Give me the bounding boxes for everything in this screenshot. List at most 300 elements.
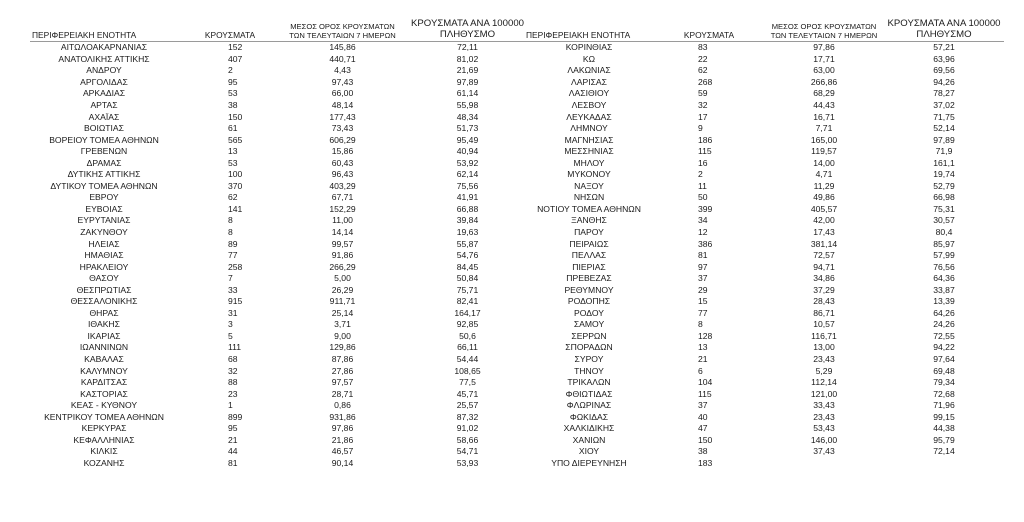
table-row bbox=[30, 319, 530, 331]
region-cell: ΘΑΣΟΥ bbox=[89, 273, 119, 284]
per100k-cell: 72,14 bbox=[933, 446, 955, 457]
cases-cell: 17 bbox=[698, 111, 708, 122]
avg7-cell: 116,71 bbox=[811, 330, 837, 341]
table-row bbox=[524, 388, 1004, 400]
region-cell: ΡΟΔΟΥ bbox=[574, 307, 604, 318]
region-cell: ΜΗΛΟΥ bbox=[573, 157, 605, 168]
cases-cell: 152 bbox=[228, 42, 243, 53]
avg7-cell: 67,71 bbox=[331, 192, 354, 203]
cases-cell: 32 bbox=[698, 100, 708, 110]
region-cell: ΚΕΡΚΥΡΑΣ bbox=[81, 423, 127, 434]
avg7-cell: 73,43 bbox=[331, 123, 354, 134]
table-row bbox=[524, 423, 1004, 435]
region-cell: ΘΕΣΣΑΛΟΝΙΚΗΣ bbox=[70, 296, 138, 307]
table-row bbox=[30, 435, 530, 447]
cases-cell: 22 bbox=[698, 53, 708, 64]
per100k-cell: 30,57 bbox=[933, 215, 955, 226]
avg7-cell: 7,71 bbox=[815, 123, 833, 134]
table-row bbox=[30, 412, 530, 424]
cases-cell: 61 bbox=[228, 123, 238, 134]
avg7-cell: 28,43 bbox=[813, 296, 835, 307]
per100k-cell: 91,02 bbox=[456, 423, 479, 434]
avg7-cell: 17,71 bbox=[813, 53, 835, 64]
table-row bbox=[524, 331, 1004, 343]
region-cell: ΧΙΟΥ bbox=[578, 446, 600, 457]
per100k-cell: 53,93 bbox=[456, 457, 479, 468]
table-row bbox=[30, 181, 530, 193]
cases-cell: 13 bbox=[698, 342, 708, 353]
per100k-cell: 75,31 bbox=[933, 203, 955, 214]
table-row bbox=[30, 354, 530, 366]
per100k-cell: 95,49 bbox=[456, 134, 479, 145]
region-cell: ΓΡΕΒΕΝΩΝ bbox=[80, 146, 128, 157]
table-row bbox=[524, 284, 1004, 296]
avg7-cell: 60,43 bbox=[331, 157, 354, 168]
header-per100k: ΚΡΟΥΣΜΑΤΑ ΑΝΑ 100000 ΠΛΗΘΥΣΜΟ bbox=[411, 18, 524, 40]
table-row bbox=[30, 134, 530, 146]
region-cell: ΑΡΤΑΣ bbox=[90, 100, 118, 110]
region-cell: ΜΕΣΣΗΝΙΑΣ bbox=[564, 146, 614, 157]
per100k-cell: 82,41 bbox=[456, 296, 479, 307]
per100k-cell: 71,96 bbox=[933, 400, 955, 411]
per100k-cell: 63,96 bbox=[933, 53, 955, 64]
table-row bbox=[524, 42, 1004, 54]
per100k-cell: 39,84 bbox=[456, 215, 479, 226]
avg7-cell: 119,57 bbox=[811, 146, 837, 157]
avg7-cell: 21,86 bbox=[331, 434, 354, 445]
avg7-cell: 11,00 bbox=[332, 215, 353, 226]
header-region: ΠΕΡΙΦΕΡΕΙΑΚΗ ΕΝΟΤΗΤΑ bbox=[32, 30, 137, 40]
avg7-cell: 25,14 bbox=[331, 307, 354, 318]
per100k-cell: 41,91 bbox=[456, 192, 479, 203]
region-cell: ΚΑΛΥΜΝΟΥ bbox=[80, 365, 128, 376]
header-region: ΠΕΡΙΦΕΡΕΙΑΚΗ ΕΝΟΤΗΤΑ bbox=[526, 30, 631, 40]
cases-cell: 37 bbox=[698, 400, 708, 411]
region-cell: ΚΙΛΚΙΣ bbox=[90, 446, 118, 457]
cases-table-right bbox=[524, 10, 1004, 469]
table-row bbox=[30, 227, 530, 239]
region-cell: ΧΑΝΙΩΝ bbox=[572, 434, 606, 445]
region-cell: ΛΑΚΩΝΙΑΣ bbox=[567, 65, 611, 76]
region-cell: ΑΙΤΩΛΟΑΚΑΡΝΑΝΙΑΣ bbox=[60, 42, 148, 53]
cases-cell: 115 bbox=[698, 146, 712, 157]
region-cell: ΑΡΓΟΛΙΔΑΣ bbox=[80, 76, 128, 87]
region-cell: ΦΘΙΩΤΙΔΑΣ bbox=[565, 388, 613, 399]
avg7-cell: 11,29 bbox=[813, 180, 835, 191]
per100k-cell: 25,57 bbox=[456, 400, 479, 411]
table-row bbox=[30, 54, 530, 66]
avg7-cell: 4,71 bbox=[815, 169, 833, 180]
region-cell: ΡΟΔΟΠΗΣ bbox=[567, 296, 611, 307]
cases-cell: 50 bbox=[698, 192, 708, 203]
table-row bbox=[30, 77, 530, 89]
cases-cell: 565 bbox=[228, 134, 243, 145]
per100k-cell: 77,5 bbox=[459, 377, 476, 388]
region-cell: ΚΟΖΑΝΗΣ bbox=[83, 457, 125, 468]
cases-cell: 150 bbox=[228, 111, 243, 122]
region-cell: ΒΟΙΩΤΙΑΣ bbox=[84, 123, 124, 134]
avg7-cell: 53,43 bbox=[813, 423, 835, 434]
cases-table-left bbox=[30, 10, 530, 469]
cases-cell: 15 bbox=[698, 296, 708, 307]
table-row bbox=[30, 250, 530, 262]
avg7-cell: 17,43 bbox=[813, 227, 835, 238]
cases-cell: 95 bbox=[228, 76, 238, 87]
per100k-cell: 21,69 bbox=[456, 65, 479, 76]
avg7-cell: 72,57 bbox=[813, 250, 835, 261]
header-per100k: ΚΡΟΥΣΜΑΤΑ ΑΝΑ 100000 ΠΛΗΘΥΣΜΟ bbox=[887, 18, 1001, 40]
region-cell: ΠΙΕΡΙΑΣ bbox=[572, 261, 606, 272]
per100k-cell: 84,45 bbox=[456, 261, 479, 272]
per100k-cell: 37,02 bbox=[933, 100, 955, 110]
region-cell: ΞΑΝΘΗΣ bbox=[571, 215, 607, 226]
avg7-cell: 152,29 bbox=[329, 203, 356, 214]
region-cell: ΠΑΡΟΥ bbox=[574, 227, 604, 238]
cases-cell: 111 bbox=[228, 342, 242, 353]
cases-cell: 29 bbox=[698, 284, 708, 295]
avg7-cell: 44,43 bbox=[813, 100, 835, 110]
region-cell: ΝΟΤΙΟΥ ΤΟΜΕΑ ΑΘΗΝΩΝ bbox=[537, 203, 641, 214]
avg7-cell: 37,29 bbox=[813, 284, 835, 295]
table-row bbox=[30, 100, 530, 112]
cases-cell: 88 bbox=[228, 377, 238, 388]
region-cell: ΙΚΑΡΙΑΣ bbox=[87, 330, 121, 341]
table-row bbox=[30, 238, 530, 250]
per100k-cell: 52,79 bbox=[933, 180, 955, 191]
table-row bbox=[524, 261, 1004, 273]
table-row bbox=[524, 181, 1004, 193]
table-row bbox=[524, 435, 1004, 447]
table-row bbox=[30, 388, 530, 400]
region-cell: ΦΛΩΡΙΝΑΣ bbox=[566, 400, 612, 411]
region-cell: ΚΕΑΣ - ΚΥΘΝΟΥ bbox=[70, 400, 138, 411]
cases-cell: 104 bbox=[698, 377, 713, 388]
cases-cell: 95 bbox=[228, 423, 238, 434]
region-cell: ΣΥΡΟΥ bbox=[574, 354, 604, 365]
cases-cell: 40 bbox=[698, 411, 708, 422]
header-cases: ΚΡΟΥΣΜΑΤΑ bbox=[683, 30, 735, 40]
cases-cell: 370 bbox=[228, 180, 243, 191]
per100k-cell: 66,88 bbox=[456, 203, 479, 214]
cases-cell: 407 bbox=[228, 53, 243, 64]
avg7-cell: 96,43 bbox=[331, 169, 354, 180]
per100k-cell: 71,9 bbox=[935, 146, 953, 157]
per100k-cell: 94,26 bbox=[933, 76, 955, 87]
per100k-cell: 13,39 bbox=[933, 296, 955, 307]
cases-cell: 6 bbox=[698, 365, 703, 376]
per100k-cell: 24,26 bbox=[933, 319, 955, 330]
cases-cell: 21 bbox=[698, 354, 708, 365]
table-row bbox=[30, 458, 530, 470]
avg7-cell: 28,71 bbox=[331, 388, 354, 399]
avg7-cell: 440,71 bbox=[329, 53, 356, 64]
cases-cell: 62 bbox=[228, 192, 238, 203]
cases-cell: 21 bbox=[228, 434, 238, 445]
region-cell: ΗΜΑΘΙΑΣ bbox=[84, 250, 124, 261]
per100k-cell: 69,56 bbox=[933, 65, 955, 76]
per100k-cell: 48,34 bbox=[456, 111, 479, 122]
avg7-cell: 112,14 bbox=[811, 377, 837, 388]
cases-cell: 81 bbox=[228, 457, 238, 468]
region-cell: ΣΑΜΟΥ bbox=[573, 319, 605, 330]
per100k-cell: 45,71 bbox=[456, 388, 479, 399]
cases-cell: 258 bbox=[228, 261, 243, 272]
avg7-cell: 931,86 bbox=[329, 411, 356, 422]
per100k-cell: 52,14 bbox=[933, 123, 955, 134]
cases-cell: 8 bbox=[698, 319, 703, 330]
avg7-cell bbox=[764, 458, 884, 470]
region-cell: ΜΑΓΝΗΣΙΑΣ bbox=[564, 134, 614, 145]
table-row bbox=[30, 284, 530, 296]
table-header-row bbox=[30, 10, 530, 42]
region-cell: ΠΡΕΒΕΖΑΣ bbox=[566, 273, 612, 284]
avg7-cell: 5,29 bbox=[815, 365, 833, 376]
per100k-cell: 99,15 bbox=[933, 411, 955, 422]
avg7-cell: 14,00 bbox=[813, 157, 835, 168]
region-cell: ΛΑΡΙΣΑΣ bbox=[571, 76, 607, 87]
table-row bbox=[30, 65, 530, 77]
avg7-cell: 86,71 bbox=[813, 307, 835, 318]
table-row bbox=[524, 134, 1004, 146]
table-row bbox=[30, 88, 530, 100]
cases-cell: 100 bbox=[228, 169, 243, 180]
table-row bbox=[524, 319, 1004, 331]
table-row bbox=[30, 308, 530, 320]
table-row bbox=[524, 377, 1004, 389]
cases-cell: 915 bbox=[228, 296, 243, 307]
per100k-cell: 78,27 bbox=[933, 88, 955, 99]
avg7-cell: 13,00 bbox=[813, 342, 835, 353]
cases-cell: 16 bbox=[698, 157, 708, 168]
table-row bbox=[30, 111, 530, 123]
region-cell: ΤΡΙΚΑΛΩΝ bbox=[567, 377, 611, 388]
per100k-cell: 62,14 bbox=[456, 169, 479, 180]
region-cell: ΠΕΛΛΑΣ bbox=[571, 250, 607, 261]
avg7-cell: 3,71 bbox=[334, 319, 351, 330]
avg7-cell: 405,57 bbox=[810, 203, 838, 214]
table-header-row bbox=[524, 10, 1004, 42]
per100k-cell: 85,97 bbox=[933, 238, 955, 249]
cases-cell: 97 bbox=[698, 261, 708, 272]
table-row bbox=[524, 342, 1004, 354]
per100k-cell: 97,89 bbox=[933, 134, 955, 145]
table-row bbox=[524, 157, 1004, 169]
cases-cell: 11 bbox=[698, 180, 707, 191]
table-row bbox=[30, 377, 530, 389]
cases-cell: 81 bbox=[698, 250, 708, 261]
table-row bbox=[30, 192, 530, 204]
cases-cell: 13 bbox=[228, 146, 238, 157]
avg7-cell: 10,57 bbox=[813, 319, 835, 330]
per100k-cell: 57,99 bbox=[933, 250, 955, 261]
region-cell: ΣΕΡΡΩΝ bbox=[571, 330, 607, 341]
avg7-cell: 99,57 bbox=[331, 238, 354, 249]
table-row bbox=[524, 458, 1004, 470]
per100k-cell: 71,75 bbox=[933, 111, 955, 122]
avg7-cell: 91,86 bbox=[331, 250, 354, 261]
table-row bbox=[524, 204, 1004, 216]
region-cell: ΝΑΞΟΥ bbox=[574, 180, 604, 191]
avg7-cell: 121,00 bbox=[810, 388, 838, 399]
cases-cell: 141 bbox=[228, 203, 243, 214]
region-cell: ΔΡΑΜΑΣ bbox=[86, 157, 122, 168]
table-row bbox=[30, 215, 530, 227]
table-row bbox=[524, 250, 1004, 262]
cases-cell: 31 bbox=[228, 307, 238, 318]
cases-cell: 38 bbox=[228, 100, 238, 110]
per100k-cell: 97,64 bbox=[933, 354, 955, 365]
per100k-cell: 64,36 bbox=[933, 273, 955, 284]
region-cell: ΦΩΚΙΔΑΣ bbox=[569, 411, 609, 422]
table-row bbox=[30, 400, 530, 412]
cases-cell: 53 bbox=[228, 157, 238, 168]
avg7-cell: 129,86 bbox=[329, 342, 356, 353]
cases-cell: 53 bbox=[228, 88, 238, 99]
avg7-cell: 26,29 bbox=[331, 284, 354, 295]
per100k-cell bbox=[884, 458, 1004, 470]
cases-cell: 1 bbox=[228, 400, 233, 411]
avg7-cell: 49,86 bbox=[813, 192, 835, 203]
region-cell: ΚΩ bbox=[582, 53, 596, 64]
per100k-cell: 72,68 bbox=[933, 388, 955, 399]
per100k-cell: 97,89 bbox=[456, 76, 479, 87]
per100k-cell: 64,26 bbox=[933, 307, 955, 318]
per100k-cell: 50,84 bbox=[456, 273, 479, 284]
header-avg7: ΜΕΣΟΣ ΟΡΟΣ ΚΡΟΥΣΜΑΤΩΝ ΤΩΝ ΤΕΛΕΥΤΑΙΩΝ 7 ΗΜΕΡΩΝ bbox=[770, 22, 878, 40]
per100k-cell: 72,11 bbox=[457, 42, 478, 53]
per100k-cell: 61,14 bbox=[456, 88, 479, 99]
region-cell: ΛΗΜΝΟΥ bbox=[570, 123, 608, 134]
region-cell: ΑΧΑΪΑΣ bbox=[88, 111, 120, 122]
region-cell: ΘΗΡΑΣ bbox=[89, 307, 119, 318]
table-row bbox=[30, 204, 530, 216]
avg7-cell: 23,43 bbox=[813, 411, 835, 422]
table-row bbox=[30, 331, 530, 343]
region-cell: ΒΟΡΕΙΟΥ ΤΟΜΕΑ ΑΘΗΝΩΝ bbox=[49, 134, 159, 145]
per100k-cell: 55,98 bbox=[456, 100, 479, 110]
avg7-cell: 37,43 bbox=[813, 446, 835, 457]
cases-cell: 32 bbox=[228, 365, 238, 376]
avg7-cell: 146,00 bbox=[810, 434, 838, 445]
cases-cell: 38 bbox=[698, 446, 708, 457]
per100k-cell: 19,63 bbox=[456, 227, 479, 238]
table-row bbox=[524, 308, 1004, 320]
table-row bbox=[524, 238, 1004, 250]
per100k-cell: 75,71 bbox=[456, 284, 479, 295]
table-row bbox=[524, 296, 1004, 308]
table-row bbox=[30, 342, 530, 354]
per100k-cell: 72,55 bbox=[933, 330, 955, 341]
cases-cell: 115 bbox=[698, 388, 712, 399]
cases-cell: 59 bbox=[698, 88, 708, 99]
region-cell: ΠΕΙΡΑΙΩΣ bbox=[569, 238, 609, 249]
per100k-cell: 79,34 bbox=[933, 377, 955, 388]
cases-cell: 268 bbox=[698, 76, 713, 87]
table-row bbox=[524, 192, 1004, 204]
avg7-cell: 97,57 bbox=[331, 377, 354, 388]
table-body-left bbox=[30, 42, 530, 470]
per100k-cell: 51,73 bbox=[456, 123, 479, 134]
avg7-cell: 5,00 bbox=[334, 273, 351, 284]
cases-cell: 899 bbox=[228, 411, 243, 422]
region-cell: ΔΥΤΙΚΗΣ ΑΤΤΙΚΗΣ bbox=[67, 169, 141, 180]
avg7-cell: 0,86 bbox=[334, 400, 351, 411]
avg7-cell: 911,71 bbox=[329, 296, 356, 307]
cases-cell: 44 bbox=[228, 446, 238, 457]
avg7-cell: 46,57 bbox=[331, 446, 354, 457]
cases-cell: 399 bbox=[698, 203, 713, 214]
per100k-cell: 55,87 bbox=[456, 238, 479, 249]
table-row bbox=[30, 296, 530, 308]
region-cell: ΑΡΚΑΔΙΑΣ bbox=[82, 88, 126, 99]
avg7-cell: 606,29 bbox=[329, 134, 356, 145]
avg7-cell: 63,00 bbox=[813, 65, 835, 76]
avg7-cell: 403,29 bbox=[329, 180, 356, 191]
table-row bbox=[524, 100, 1004, 112]
avg7-cell: 23,43 bbox=[813, 354, 835, 365]
region-cell: ΕΒΡΟΥ bbox=[89, 192, 119, 203]
cases-cell: 8 bbox=[228, 215, 233, 226]
avg7-cell: 94,71 bbox=[813, 261, 835, 272]
per100k-cell: 87,32 bbox=[456, 411, 479, 422]
per100k-cell: 66,11 bbox=[457, 342, 478, 353]
table-row bbox=[524, 146, 1004, 158]
region-cell: ΕΥΒΟΙΑΣ bbox=[85, 203, 123, 214]
region-cell: ΜΥΚΟΝΟΥ bbox=[567, 169, 611, 180]
avg7-cell: 97,86 bbox=[331, 423, 354, 434]
per100k-cell: 54,71 bbox=[456, 446, 479, 457]
table-row bbox=[524, 412, 1004, 424]
avg7-cell: 68,29 bbox=[813, 88, 835, 99]
region-cell: ΛΕΥΚΑΔΑΣ bbox=[566, 111, 612, 122]
table-row bbox=[524, 65, 1004, 77]
cases-cell: 77 bbox=[698, 307, 708, 318]
region-cell: ΕΥΡΥΤΑΝΙΑΣ bbox=[77, 215, 131, 226]
per100k-cell: 161,1 bbox=[933, 157, 955, 168]
avg7-cell: 4,43 bbox=[334, 65, 351, 76]
avg7-cell: 381,14 bbox=[810, 238, 838, 249]
per100k-cell: 76,56 bbox=[933, 261, 955, 272]
cases-cell: 386 bbox=[698, 238, 713, 249]
cases-cell: 7 bbox=[228, 273, 233, 284]
table-row bbox=[524, 446, 1004, 458]
cases-cell: 183 bbox=[698, 457, 713, 468]
table-row bbox=[524, 169, 1004, 181]
cases-cell: 2 bbox=[228, 65, 233, 76]
table-row bbox=[30, 446, 530, 458]
per100k-cell: 19,74 bbox=[933, 169, 955, 180]
region-cell: ΙΘΑΚΗΣ bbox=[88, 319, 120, 330]
avg7-cell: 48,14 bbox=[331, 100, 354, 110]
cases-cell: 2 bbox=[698, 169, 703, 180]
table-row bbox=[524, 123, 1004, 135]
per100k-cell: 53,92 bbox=[456, 157, 479, 168]
region-cell: ΝΗΣΩΝ bbox=[573, 192, 605, 203]
cases-cell: 89 bbox=[228, 238, 238, 249]
table-row bbox=[524, 273, 1004, 285]
region-cell: ΡΕΘΥΜΝΟΥ bbox=[564, 284, 614, 295]
per100k-cell: 92,85 bbox=[456, 319, 479, 330]
cases-cell: 8 bbox=[228, 227, 233, 238]
avg7-cell: 266,86 bbox=[810, 76, 838, 87]
per100k-cell: 95,79 bbox=[933, 434, 955, 445]
region-cell: ΚΕΝΤΡΙΚΟΥ ΤΟΜΕΑ ΑΘΗΝΩΝ bbox=[44, 411, 164, 422]
cases-cell: 68 bbox=[228, 354, 238, 365]
cases-cell: 9 bbox=[698, 123, 703, 134]
avg7-cell: 97,86 bbox=[813, 42, 835, 53]
per100k-cell: 80,4 bbox=[935, 227, 953, 238]
region-cell: ΗΡΑΚΛΕΙΟΥ bbox=[79, 261, 129, 272]
